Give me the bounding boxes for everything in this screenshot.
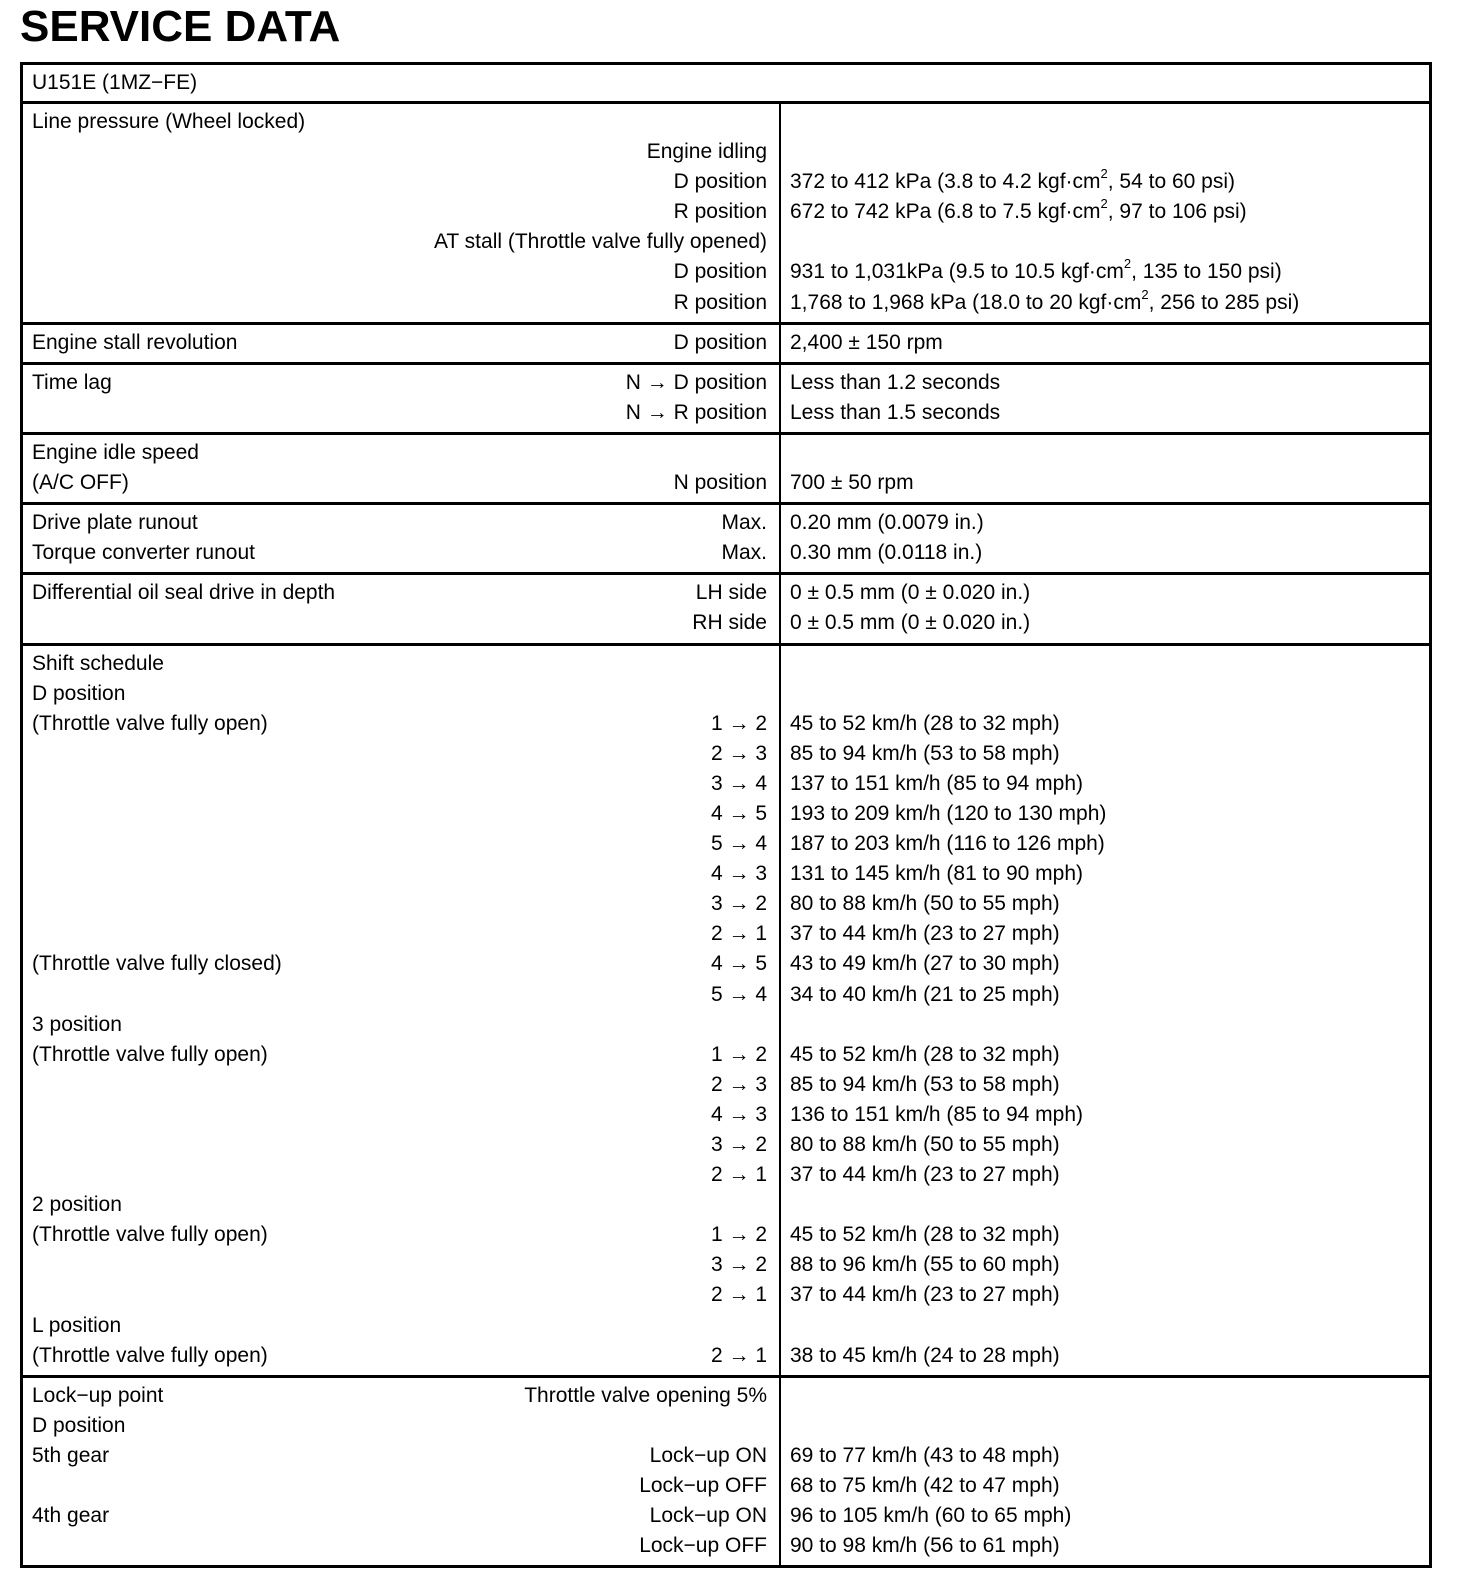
spec-value-row [790, 1250, 1421, 1280]
spec-value-row [790, 1220, 1421, 1250]
spec-value: 45 to 52 km/h (28 to 32 mph) [790, 711, 1060, 735]
spec-row [32, 1250, 767, 1280]
spec-value-row [790, 739, 1421, 769]
spec-row [32, 829, 767, 859]
spec-value-column [781, 325, 1429, 362]
spec-sections [23, 104, 1429, 1565]
spec-value-row [790, 578, 1421, 608]
spec-value: 37 to 44 km/h (23 to 27 mph) [790, 1283, 1060, 1307]
spec-condition: Lock−up OFF [639, 1534, 767, 1558]
spec-label: (Throttle valve fully open) [32, 1343, 268, 1367]
spec-label: 5th gear [32, 1443, 110, 1467]
spec-label: 3 position [32, 1012, 122, 1036]
spec-value-row [790, 1531, 1421, 1561]
spec-condition: 3 → 2 [710, 1133, 767, 1156]
spec-row [32, 468, 767, 498]
spec-condition: AT stall (Throttle valve fully opened) [433, 230, 767, 254]
spec-value-row [790, 468, 1421, 498]
spec-value: 2,400 ± 150 rpm [790, 330, 943, 354]
spec-item-column [23, 646, 781, 1375]
spec-label: 4th gear [32, 1504, 110, 1528]
spec-value-row [790, 438, 1421, 468]
spec-value-row [790, 1441, 1421, 1471]
spec-row [32, 608, 767, 638]
spec-value: 137 to 151 km/h (85 to 94 mph) [790, 771, 1084, 795]
spec-condition: LH side [695, 581, 767, 605]
spec-condition: 4 → 5 [710, 801, 767, 825]
spec-value: 0.30 mm (0.0118 in.) [790, 541, 983, 565]
spec-section [23, 575, 1429, 645]
spec-value: 45 to 52 km/h (28 to 32 mph) [790, 1042, 1060, 1066]
spec-condition: R position [673, 290, 767, 314]
spec-value-row [790, 1501, 1421, 1531]
spec-value: 69 to 77 km/h (43 to 48 mph) [790, 1443, 1060, 1467]
spec-label: (Throttle valve fully open) [32, 1223, 268, 1247]
spec-row [32, 288, 767, 318]
spec-item-column [23, 365, 781, 432]
spec-value: 931 to 1,031kPa (9.5 to 10.5 $kgf\cdot cm^2$, 135 to 150 psi) [790, 256, 1282, 284]
spec-section [23, 325, 1429, 365]
spec-value: 80 to 88 km/h (50 to 55 mph) [790, 892, 1060, 916]
spec-row [32, 799, 767, 829]
spec-label: Lock−up point [32, 1383, 164, 1407]
spec-value-column [781, 505, 1429, 572]
spec-value-column [781, 365, 1429, 432]
spec-value-row [790, 508, 1421, 538]
spec-condition: 3 → 2 [710, 1253, 767, 1277]
spec-row [32, 1100, 767, 1130]
spec-value: 34 to 40 km/h (21 to 25 mph) [790, 982, 1060, 1006]
spec-value: 37 to 44 km/h (23 to 27 mph) [790, 1163, 1060, 1187]
spec-section [23, 104, 1429, 325]
spec-value-row [790, 980, 1421, 1010]
spec-condition: N position [673, 471, 767, 495]
spec-item-column [23, 104, 781, 322]
spec-condition: 3 → 4 [710, 771, 767, 795]
spec-value-row [790, 227, 1421, 257]
spec-value-row [790, 167, 1421, 197]
spec-value: 0 ± 0.5 mm (0 ± 0.020 in.) [790, 581, 1031, 605]
spec-value-column [781, 1378, 1429, 1566]
spec-value: 80 to 88 km/h (50 to 55 mph) [790, 1133, 1060, 1156]
spec-condition: 5 → 4 [710, 982, 767, 1006]
spec-value-row [790, 1130, 1421, 1160]
spec-section [23, 646, 1429, 1378]
spec-row [32, 137, 767, 167]
spec-row [32, 1471, 767, 1501]
spec-row [32, 1070, 767, 1100]
spec-value: 85 to 94 km/h (53 to 58 mph) [790, 1072, 1060, 1096]
spec-value-row [790, 368, 1421, 398]
spec-condition: 2 → 1 [710, 922, 767, 946]
spec-row [32, 1311, 767, 1341]
spec-row [32, 107, 767, 137]
spec-row [32, 1130, 767, 1160]
spec-value-row [790, 949, 1421, 979]
spec-value-row [790, 859, 1421, 889]
spec-row [32, 1341, 767, 1371]
spec-value-row [790, 889, 1421, 919]
spec-label: Differential oil seal drive in depth [32, 581, 336, 605]
spec-value-row [790, 197, 1421, 227]
spec-row [32, 709, 767, 739]
spec-condition: 4 → 3 [710, 862, 767, 886]
spec-value-row [790, 137, 1421, 167]
spec-condition: 2 → 1 [710, 1283, 767, 1307]
spec-value-column [781, 104, 1429, 322]
spec-label: (Throttle valve fully open) [32, 711, 268, 735]
spec-label: Drive plate runout [32, 511, 198, 535]
spec-value-row [790, 1040, 1421, 1070]
spec-condition: 2 → 1 [710, 1163, 767, 1187]
spec-row [32, 980, 767, 1010]
spec-label: Engine stall revolution [32, 330, 238, 354]
spec-condition: D position [673, 170, 767, 194]
spec-condition: 5 → 4 [710, 832, 767, 856]
spec-value: 38 to 45 km/h (24 to 28 mph) [790, 1343, 1060, 1367]
spec-value: Less than 1.5 seconds [790, 400, 1001, 424]
spec-item-column [23, 575, 781, 642]
spec-value-row [790, 107, 1421, 137]
spec-value-row [790, 257, 1421, 287]
spec-condition: N → R position [625, 400, 767, 424]
spec-row [32, 508, 767, 538]
spec-value: 68 to 75 km/h (42 to 47 mph) [790, 1474, 1060, 1498]
spec-condition: 2 → 3 [710, 1072, 767, 1096]
spec-condition: Throttle valve opening 5% [524, 1383, 767, 1407]
spec-row [32, 1280, 767, 1310]
spec-value-row [790, 1010, 1421, 1040]
spec-value: 96 to 105 km/h (60 to 65 mph) [790, 1504, 1072, 1528]
spec-row [32, 1010, 767, 1040]
spec-row [32, 769, 767, 799]
spec-value: 45 to 52 km/h (28 to 32 mph) [790, 1223, 1060, 1247]
spec-condition: D position [673, 260, 767, 284]
spec-row [32, 197, 767, 227]
spec-condition: 2 → 3 [710, 741, 767, 765]
spec-row [32, 1220, 767, 1250]
spec-value-row [790, 398, 1421, 428]
spec-label: Shift schedule [32, 651, 164, 675]
spec-row [32, 328, 767, 358]
spec-row [32, 538, 767, 568]
spec-value-row [790, 1070, 1421, 1100]
spec-label: Time lag [32, 370, 112, 394]
spec-label: (Throttle valve fully open) [32, 1042, 268, 1066]
spec-label: (Throttle valve fully closed) [32, 952, 282, 976]
spec-label: Torque converter runout [32, 541, 255, 565]
spec-condition: R position [673, 200, 767, 224]
spec-value-row [790, 649, 1421, 679]
spec-value: 672 to 742 kPa (6.8 to 7.5 $kgf\cdot cm^2$, 97 to 106 psi) [790, 196, 1247, 224]
spec-label: 2 position [32, 1193, 122, 1217]
spec-row [32, 1441, 767, 1471]
spec-section [23, 435, 1429, 505]
spec-value-row [790, 538, 1421, 568]
spec-value-row [790, 1411, 1421, 1441]
spec-condition: Lock−up OFF [639, 1474, 767, 1498]
spec-value-row [790, 608, 1421, 638]
spec-value-column [781, 575, 1429, 642]
spec-value: 700 ± 50 rpm [790, 471, 914, 495]
spec-condition: 4 → 3 [710, 1102, 767, 1126]
spec-item-column [23, 325, 781, 362]
spec-value-row [790, 1190, 1421, 1220]
spec-value: 0 ± 0.5 mm (0 ± 0.020 in.) [790, 611, 1031, 635]
spec-row [32, 257, 767, 287]
spec-value-row [790, 1160, 1421, 1190]
spec-value: Less than 1.2 seconds [790, 370, 1001, 394]
spec-row [32, 649, 767, 679]
spec-value: 85 to 94 km/h (53 to 58 mph) [790, 741, 1060, 765]
spec-item-column [23, 435, 781, 502]
spec-value: 187 to 203 km/h (116 to 126 mph) [790, 832, 1105, 856]
spec-row [32, 368, 767, 398]
spec-condition: N → D position [625, 370, 767, 394]
spec-row [32, 1040, 767, 1070]
spec-value-row [790, 679, 1421, 709]
spec-value: 90 to 98 km/h (56 to 61 mph) [790, 1534, 1060, 1558]
spec-value: 1,768 to 1,968 kPa (18.0 to 20 $kgf\cdot cm^2$, 256 to 285 psi) [790, 286, 1300, 314]
spec-value-row [790, 1311, 1421, 1341]
spec-value: 43 to 49 km/h (27 to 30 mph) [790, 952, 1060, 976]
spec-condition: Engine idling [646, 140, 767, 164]
spec-value-row [790, 919, 1421, 949]
spec-label: L position [32, 1313, 122, 1337]
spec-value: 0.20 mm (0.0079 in.) [790, 511, 984, 535]
spec-value: 193 to 209 km/h (120 to 130 mph) [790, 801, 1107, 825]
spec-value-row [790, 709, 1421, 739]
service-data-table [20, 62, 1432, 1568]
spec-condition: 1 → 2 [710, 711, 767, 735]
spec-condition: 1 → 2 [710, 1223, 767, 1247]
spec-condition: Lock−up ON [649, 1504, 767, 1528]
spec-value-column [781, 435, 1429, 502]
spec-row [32, 949, 767, 979]
spec-value-row [790, 1381, 1421, 1411]
spec-value: 131 to 145 km/h (81 to 90 mph) [790, 862, 1084, 886]
spec-condition: 1 → 2 [710, 1042, 767, 1066]
spec-condition: Max. [721, 541, 767, 565]
spec-label: Engine idle speed [32, 440, 199, 464]
spec-condition: RH side [692, 611, 767, 635]
spec-value-row [790, 288, 1421, 318]
spec-row [32, 1381, 767, 1411]
spec-row [32, 679, 767, 709]
spec-condition: 3 → 2 [710, 892, 767, 916]
spec-row [32, 438, 767, 468]
spec-row [32, 1531, 767, 1561]
spec-condition: Max. [721, 511, 767, 535]
spec-item-column [23, 505, 781, 572]
spec-row [32, 227, 767, 257]
spec-condition: Lock−up ON [649, 1443, 767, 1467]
spec-row [32, 398, 767, 428]
spec-condition: 2 → 1 [710, 1343, 767, 1367]
spec-value-row [790, 799, 1421, 829]
spec-item-column [23, 1378, 781, 1566]
spec-row [32, 919, 767, 949]
spec-value-row [790, 1280, 1421, 1310]
spec-value: 37 to 44 km/h (23 to 27 mph) [790, 922, 1060, 946]
spec-value-row [790, 829, 1421, 859]
spec-value-row [790, 1341, 1421, 1371]
model-header: U151E (1MZ−FE) [23, 65, 1429, 104]
spec-row [32, 578, 767, 608]
spec-label: D position [32, 1413, 126, 1437]
spec-row [32, 1190, 767, 1220]
spec-label: (A/C OFF) [32, 471, 129, 495]
spec-label: Line pressure (Wheel locked) [32, 110, 306, 133]
spec-section [23, 505, 1429, 575]
spec-row [32, 889, 767, 919]
spec-value-column [781, 646, 1429, 1375]
spec-condition: D position [673, 330, 767, 354]
page-title: SERVICE DATA [20, 2, 341, 51]
spec-value-row [790, 328, 1421, 358]
spec-value-row [790, 769, 1421, 799]
spec-label: D position [32, 681, 126, 705]
spec-row [32, 1160, 767, 1190]
spec-condition: 4 → 5 [710, 952, 767, 976]
spec-value: 136 to 151 km/h (85 to 94 mph) [790, 1102, 1084, 1126]
spec-value-row [790, 1471, 1421, 1501]
spec-value-row [790, 1100, 1421, 1130]
spec-row [32, 739, 767, 769]
spec-section [23, 1378, 1429, 1566]
spec-value: 88 to 96 km/h (55 to 60 mph) [790, 1253, 1060, 1277]
spec-row [32, 1411, 767, 1441]
spec-row [32, 1501, 767, 1531]
spec-value: 372 to 412 kPa (3.8 to 4.2 $kgf\cdot cm^2$, 54 to 60 psi) [790, 166, 1235, 194]
spec-row [32, 167, 767, 197]
spec-section [23, 365, 1429, 435]
spec-row [32, 859, 767, 889]
